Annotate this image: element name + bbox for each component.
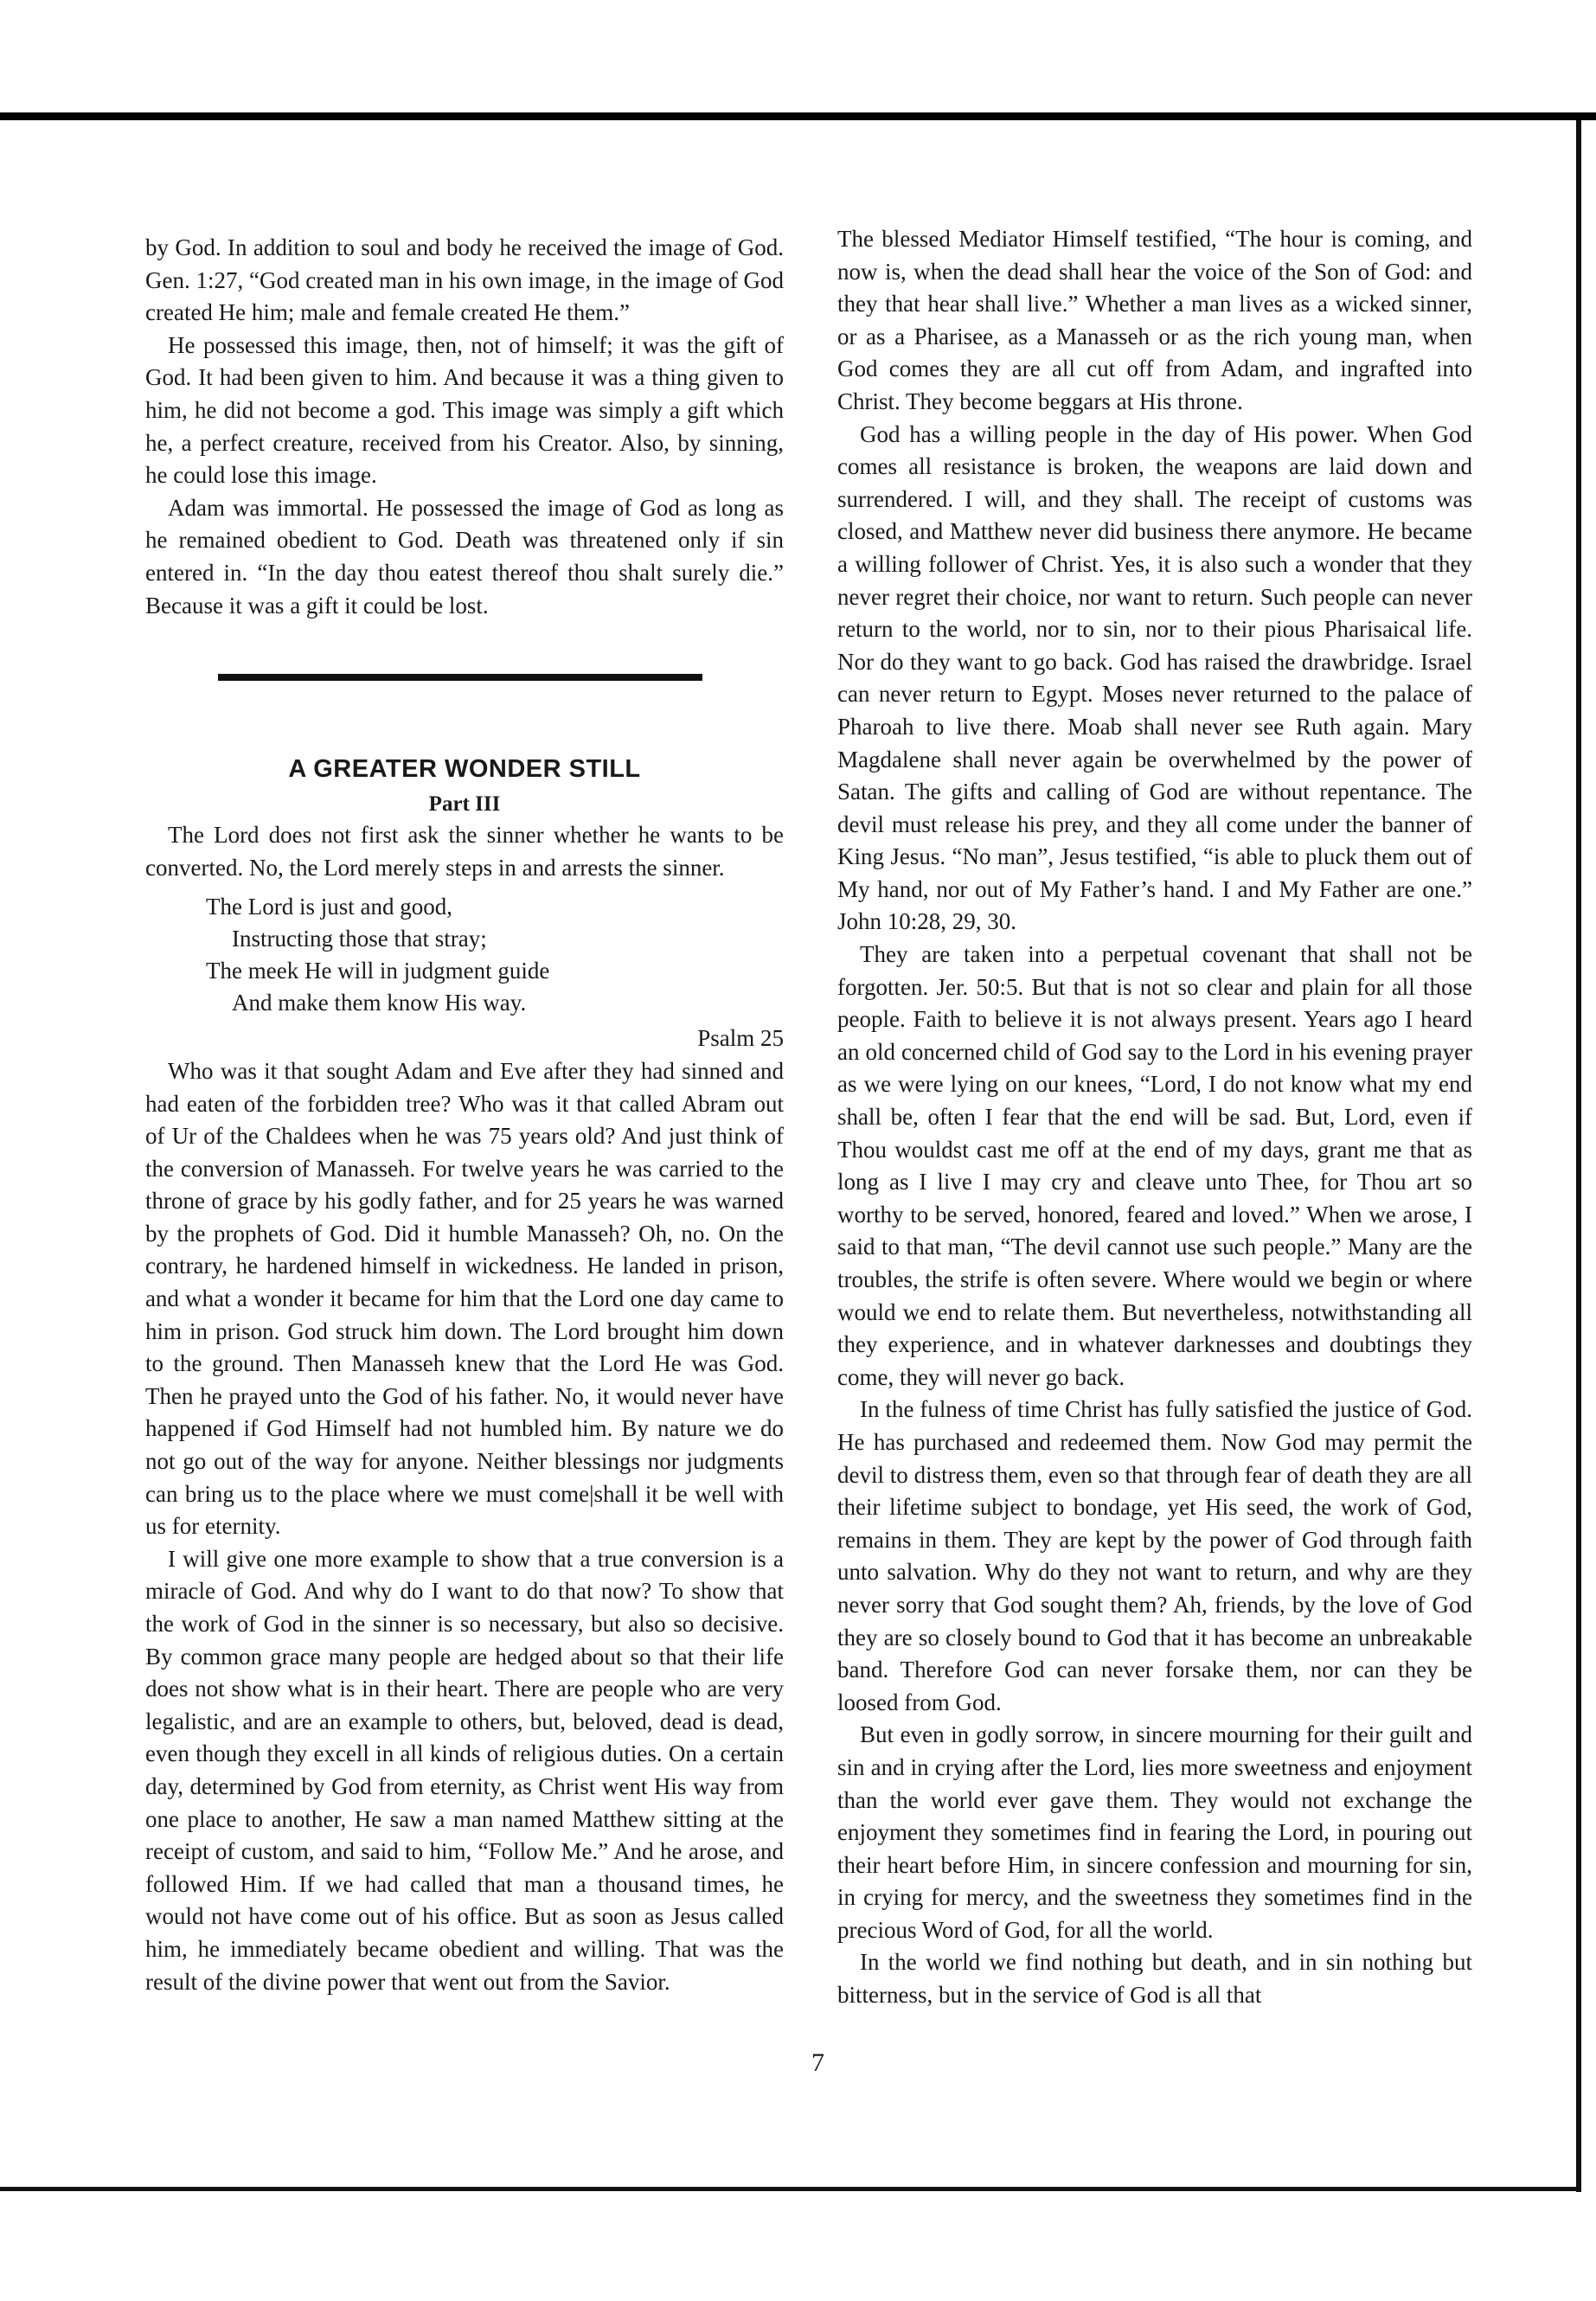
paragraph: They are taken into a perpetual covenant that shall not be forgotten. Jer. 50:5. But that is not so clear and plain for all those people. Faith to believe it is not always present. Years ago I heard an old concerned child of God say to the Lord in his evening prayer as we were lying on our knees, “Lord, I do not know what my end shall be, often I fear that the end will be sad. But, Lord, even if Thou wouldst cast me off at the end of my days, grant me that as long as I live I may cry and cleave unto Thee, for Thou art so worthy to be served, honored, feared and loved.” When we arose, I said to that man, “The devil cannot use such people.” Many are the troubles, the strife is often severe. Where would we begin or where would we end to relate them. But nevertheless, notwithstanding all they experience, and in whatever darknesses and doubtings they come, they will never go back.	[837, 941, 1472, 1390]
poem	[206, 891, 784, 1019]
section-divider	[218, 674, 702, 681]
paragraph: He possessed this image, then, not of himself; it was the gift of God. It had been given to him. And because it was a thing given to him, he did not become a god. This image was simply a gift which he, a perfect creature, received from his Creator. Also, by sinning, he could lose this image.	[145, 331, 784, 489]
scan-right-border	[1576, 120, 1581, 2192]
paragraph: But even in godly sorrow, in sincere mourning for their guilt and sin and in crying after the Lord, lies more sweetness and enjoyment than the world ever gave them. They would not exchange the enjoyment they sometimes find in fearing the Lord, in pouring out their heart before Him, in sincere confession and mourning for sin, in crying for mercy, and the sweetness they sometimes find in the precious Word of God, for all the world.	[837, 1721, 1472, 1943]
paragraph: Adam was immortal. He possessed the image of God as long as he remained obedient to God. Death was threatened only if sin entered in. “In the day thou eatest thereof thou shalt surely die.” Because it was a gift it could be lost.	[145, 494, 784, 619]
paragraph: Who was it that sought Adam and Eve after they had sinned and had eaten of the forbidden tree? Who was it that called Abram out of Ur of the Chaldees when he was 75 years old? And just think of the conversion of Manasseh. For twelve years he was carried to the throne of grace by his godly father, and for 25 years he was warned by the prophets of God. Did it humble Manasseh? Oh, no. On the contrary, he hardened himself in wickedness. He landed in prison, and what a wonder it became for him that the Lord one day came to him in prison. God struck him down. The Lord brought him down to the ground. Then Manasseh knew that the Lord He was God. Then he prayed unto the God of his father. No, it would never have happened if God Himself had not humbled him. By nature we do not go out of the way for anyone. Neither blessings nor judgments can bring us to the place where we must come|shall it be well with us for eternity.	[145, 1057, 784, 1540]
poem-line: And make them know His way.	[232, 990, 527, 1016]
poem-line: Instructing those that stray;	[232, 926, 487, 952]
paragraph: The Lord does not first ask the sinner whether he wants to be converted. No, the Lord merely steps in and arrests the sinner.	[145, 822, 784, 881]
scan-bottom-border	[0, 2187, 1581, 2191]
paragraph: I will give one more example to show that a true conversion is a miracle of God. And why do I want to do that now? To show that the work of God in the sinner is so necessary, but also so decisive. By common grace many people are hedged about so that their life does not show what is in their heart. There are people who are very legalistic, and are an example to others, but, beloved, dead is dead, even though they excell in all kinds of religious duties. On a certain day, determined by God from eternity, as Christ went His way from one place to another, He saw a man named Matthew sitting at the receipt of custom, and said to him, “Follow Me.” And he arose, and followed Him. If we had called that man a thousand times, he would not have come out of his office. But as soon as Jesus called him, he immediately became obedient and willing. That was the result of the divine power that went out from the Savior.	[145, 1545, 784, 1995]
poem-line: The meek He will in judgment guide	[206, 958, 550, 984]
page-number: 7	[811, 2048, 824, 2077]
paragraph: In the fulness of time Christ has fully satisfied the justice of God. He has purchased and redeemed them. Now God may permit the devil to distress them, even so that through fear of death they are all their lifetime subject to bondage, yet His seed, the work of God, remains in them. They are kept by the power of God through faith unto salvation. Why do they not want to return, and why are they never sorry that God sought them? Ah, friends, by the love of God they are so closely bound to God that it has become an unbreakable band. Therefore God can never forsake them, nor can they be loosed from God.	[837, 1396, 1472, 1715]
article-subheading: Part III	[428, 792, 501, 817]
poem-line: The Lord is just and good,	[206, 894, 452, 920]
paragraph: by God. In addition to soul and body he received the image of God. Gen. 1:27, “God created man in his own image, in the image of God created He him; male and female created He them.”	[145, 234, 784, 326]
scan-top-border	[0, 112, 1596, 120]
paragraph: The blessed Mediator Himself testified, “The hour is coming, and now is, when the dead shall hear the voice of the Son of God: and they that hear shall live.” Whether a man lives as a wicked sinner, or as a Pharisee, as a Manasseh or as the rich young man, when God comes they are all cut off from Adam, and ingrafted into Christ. They become beggars at His throne.	[837, 226, 1472, 414]
paragraph: In the world we find nothing but death, and in sin nothing but bitterness, but in the service of God is all that	[837, 1949, 1472, 2009]
article-heading: A GREATER WONDER STILL	[288, 755, 641, 784]
poem-source: Psalm 25	[697, 1025, 784, 1052]
right-column	[837, 223, 1472, 2012]
paragraph: God has a willing people in the day of His power. When God comes all resistance is broken, the weapons are laid down and surrendered. I will, and they shall. The receipt of customs was closed, and Matthew never did business there anymore. He became a willing follower of Christ. Yes, it is also such a wonder that they never regret their choice, nor want to return. Such people can never return to the world, nor to sin, nor to their pious Pharisaical life. Nor do they want to go back. God has raised the drawbridge. Israel can never return to Egypt. Moses never returned to the palace of Pharoah to live there. Moab shall never see Ruth again. Mary Magdalene shall never again be overwhelmed by the power of Satan. The gifts and calling of God are without repentance. The devil must release his prey, and they all come under the banner of King Jesus. “No man”, Jesus testified, “is able to pluck them out of My hand, nor out of My Father’s hand. I and My Father are one.” John 10:28, 29, 30.	[837, 420, 1472, 935]
left-column	[145, 232, 784, 1998]
